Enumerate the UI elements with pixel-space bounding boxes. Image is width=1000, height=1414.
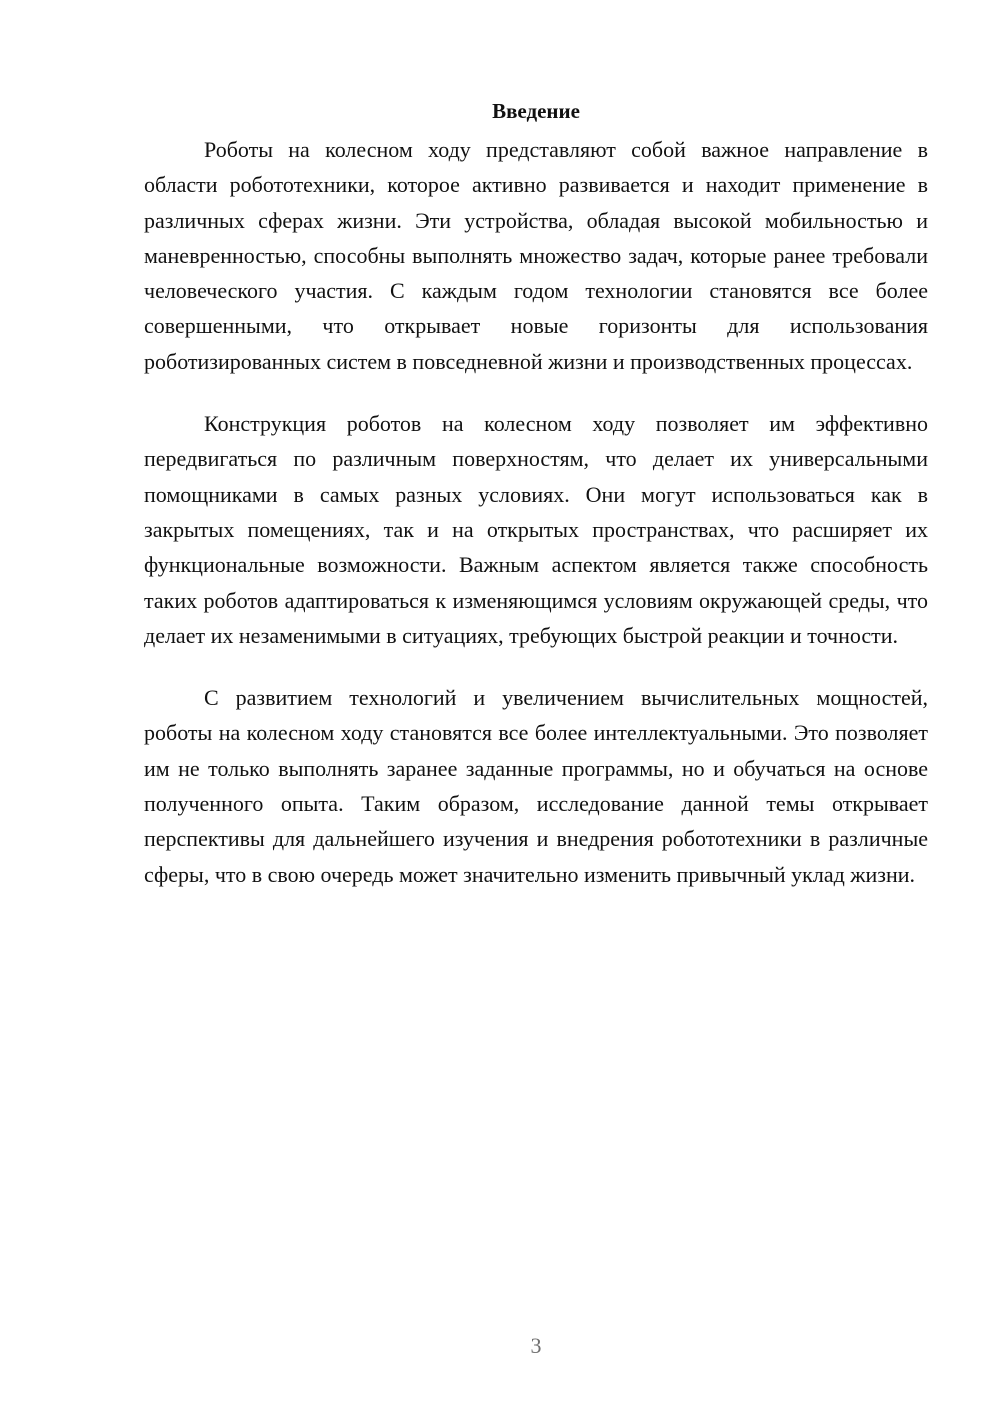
paragraph-3: С развитием технологий и увеличением вычислительных мощностей, роботы на колесном ходу становятся все более интеллектуальными. Это позволяет им не только выполнять заранее заданные программы, но и обучаться на основе полученного опыта. Таким образом, исследование данной темы открывает перспективы для дальнейшего изучения и внедрения робототехники в различные сферы, что в свою очередь может значительно изменить привычный уклад жизни. xyxy=(144,685,928,887)
document-content xyxy=(144,96,928,892)
paragraph-1: Роботы на колесном ходу представляют собой важное направление в области робототехники, которое активно развивается и находит применение в различных сферах жизни. Эти устройства, обладая высокой мобильностью и маневренностью, способны выполнять множество задач, которые ранее требовали человеческого участия. С каждым годом технологии становятся все более совершенными, что открывает новые горизонты для использования роботизированных систем в повседневной жизни и производственных процессах. xyxy=(144,137,928,374)
paragraph-2: Конструкция роботов на колесном ходу позволяет им эффективно передвигаться по различным поверхностям, что делает их универсальными помощниками в самых разных условиях. Они могут использоваться как в закрытых помещениях, так и на открытых пространствах, что расширяет их функциональные возможности. Важным аспектом является также способность таких роботов адаптироваться к изменяющимся условиям окружающей среды, что делает их незаменимыми в ситуациях, требующих быстрой реакции и точности. xyxy=(144,411,928,648)
page-number: 3 xyxy=(530,1333,542,1358)
section-title: Введение xyxy=(492,99,580,123)
